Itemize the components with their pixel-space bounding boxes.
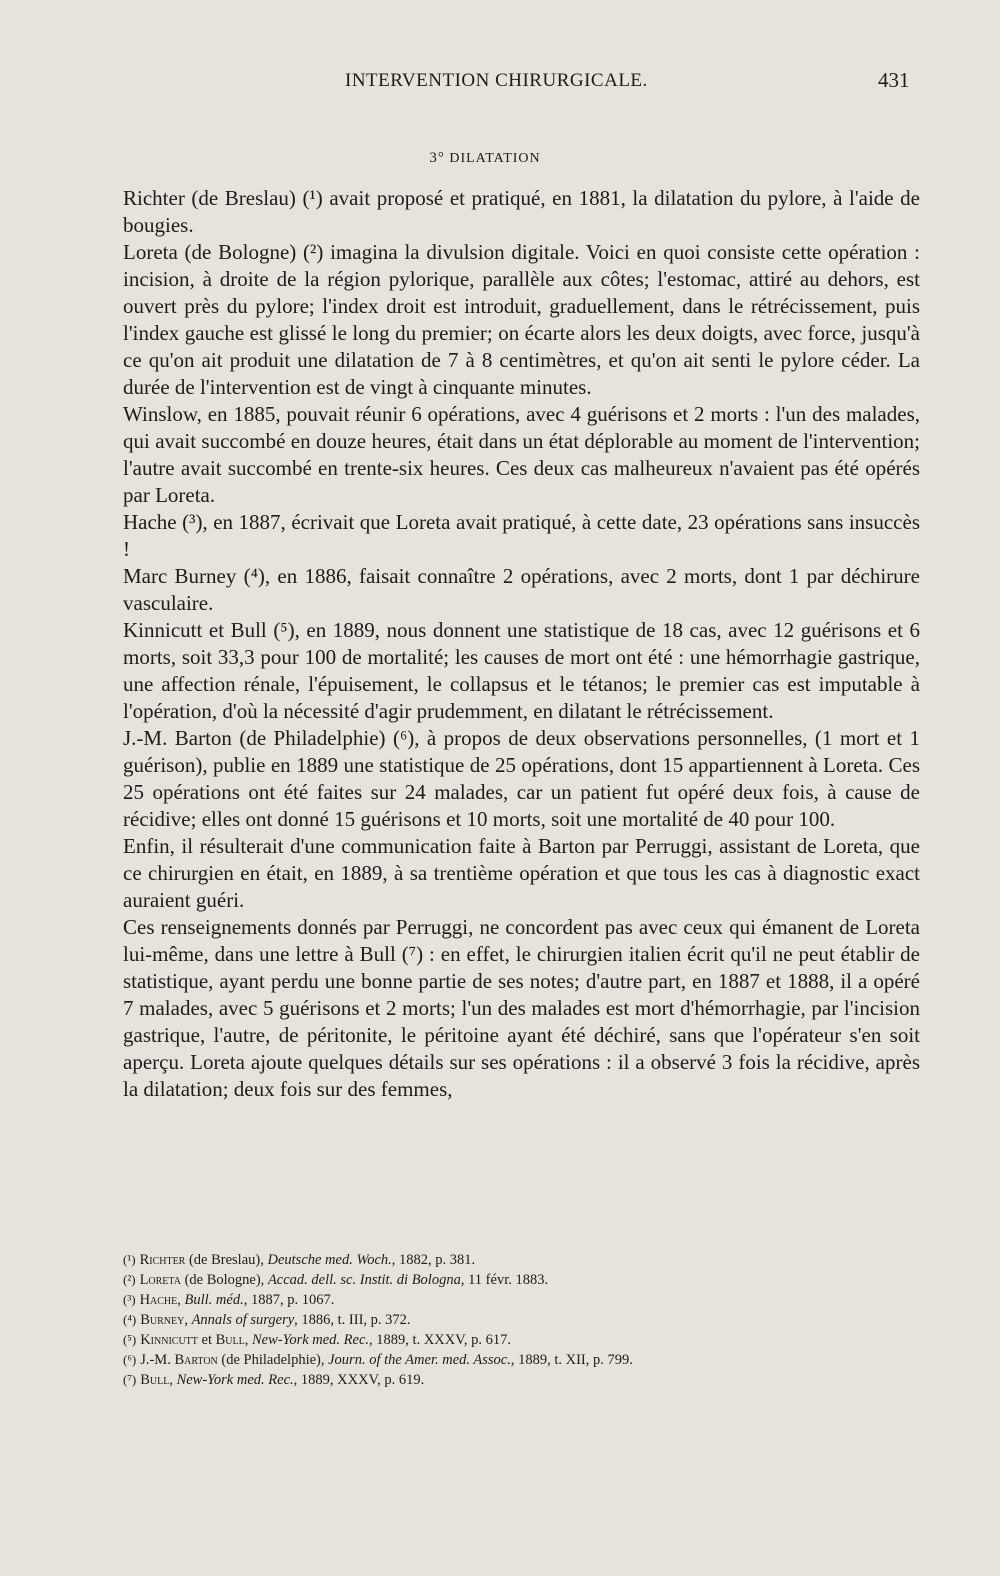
footnote-text: , 1886, t. III, p. 372. — [294, 1312, 411, 1328]
footnote — [123, 1330, 920, 1350]
footnote-author: Hache — [139, 1292, 178, 1308]
footnote-text: et — [197, 1332, 216, 1348]
footnote — [123, 1250, 920, 1270]
footnote-text: (de Bologne), — [180, 1272, 268, 1288]
footnote-number: (⁷) — [123, 1372, 137, 1387]
footnote-source: Deutsche med. Woch. — [267, 1252, 392, 1268]
paragraph: Marc Burney (⁴), en 1886, faisait connaître 2 opérations, avec 2 morts, dont 1 par déchirure vasculaire. — [123, 564, 920, 615]
paragraph: Loreta (de Bologne) (²) imagina la divulsion digitale. Voici en quoi consiste cette opération : incision, à droite de la région pylorique, parallèle aux côtes; l'estomac, attiré au dehors, est ouvert près du pylore; l'index droit est introduit, graduellement, dans le rétrécissement, puis l'index gauche est glissé le long du premier; on écarte alors les deux doigts, avec force, jusqu'à ce qu'on ait produit une dilatation de 7 à 8 centimètres, et qu'on ait senti le pylore céder. La durée de l'intervention est de vingt à cinquante minutes. — [123, 240, 920, 399]
footnote-source: New-York med. Rec. — [176, 1372, 294, 1388]
footnote-text: , 1889, t. XXXV, p. 617. — [369, 1332, 511, 1348]
footnote-text: , 1889, XXXV, p. 619. — [293, 1372, 425, 1388]
footnote-text: (de Philadelphie), — [217, 1352, 329, 1368]
footnote-source: Annals of surgery — [191, 1312, 295, 1328]
paragraph: Ces renseignements donnés par Perruggi, ne concordent pas avec ceux qui émanent de Loreta lui-même, dans une lettre à Bull (⁷) : en effet, le chirurgien italien écrit qu'il ne peut établir de statistique, ayant perdu une bonne partie de ses notes; d'autre part, en 1887 et 1888, il a opéré 7 malades, avec 5 guérisons et 2 morts; l'un des malades est mort d'hémorrhagie, par l'incision gastrique, l'autre, de péritonite, le péritoine ayant été déchiré, sans que l'opérateur s'en soit aperçu. Loreta ajoute quelques détails sur ses opérations : il a observé 3 fois la récidive, après la dilatation; deux fois sur des femmes, — [123, 915, 920, 1101]
footnote — [123, 1290, 920, 1310]
footnote-author: Loreta — [139, 1272, 181, 1288]
footnote — [123, 1370, 920, 1390]
paragraph: Enfin, il résulterait d'une communication faite à Barton par Perruggi, assistant de Loreta, que ce chirurgien en était, en 1889, à sa trentième opération et que tous les cas à diagnostic exact auraient guéri. — [123, 834, 920, 912]
footnote — [123, 1270, 920, 1290]
footnote-text: , — [177, 1292, 185, 1308]
paragraph: J.-M. Barton (de Philadelphie) (⁶), à propos de deux observations personnelles, (1 mort et 1 guérison), publie en 1889 une statistique de 25 opérations, dont 15 appartiennent à Loreta. Ces 25 opérations ont été faites sur 24 malades, car un patient fut opéré deux fois, à cause de récidive; elles ont donné 15 guérisons et 10 morts, soit une mortalité de 40 pour 100. — [123, 726, 920, 831]
section-number: 3° — [429, 150, 445, 166]
footnote-author: J.-M. Barton — [140, 1352, 218, 1368]
footnote-number: (³) — [123, 1292, 136, 1307]
paragraph: Hache (³), en 1887, écrivait que Loreta avait pratiqué, à cette date, 23 opérations sans insuccès ! — [123, 510, 920, 561]
running-head — [0, 70, 1000, 100]
footnote-text: , 11 févr. 1883. — [460, 1272, 549, 1288]
footnote-number: (⁴) — [123, 1312, 137, 1327]
section-title: DILATATION — [449, 151, 541, 166]
footnote-number: (²) — [123, 1272, 136, 1287]
footnote-number: (¹) — [123, 1252, 136, 1267]
footnote-author: Richter — [139, 1252, 186, 1268]
page-number: 431 — [878, 68, 910, 92]
footnote-source: Accad. dell. sc. Instit. di Bologna — [267, 1272, 461, 1288]
footnote-author: Burney — [140, 1312, 185, 1328]
footnote-author: Bull — [140, 1372, 170, 1388]
footnote-text: , — [244, 1332, 252, 1348]
footnote-text: (de Breslau), — [185, 1252, 268, 1268]
footnote-text: , — [169, 1372, 177, 1388]
footnote — [123, 1310, 920, 1330]
paragraph: Kinnicutt et Bull (⁵), en 1889, nous donnent une statistique de 18 cas, avec 12 guérisons et 6 morts, soit 33,3 pour 100 de mortalité; les causes de mort ont été : une hémorrhagie gastrique, une affection rénale, l'épuisement, le collapsus et le tétanos; le premier cas est imputable à l'opération, d'où la nécessité d'agir prudemment, en dilatant le rétrécissement. — [123, 618, 920, 723]
footnote-source: New-York med. Rec. — [251, 1332, 370, 1348]
paragraph: Winslow, en 1885, pouvait réunir 6 opérations, avec 4 guérisons et 2 morts : l'un des malades, qui avait succombé en douze heures, était dans un état déplorable au moment de l'intervention; l'autre avait succombé en trente-six heures. Ces deux cas malheureux n'avaient pas été opérés par Loreta. — [123, 402, 920, 507]
footnote-text: , 1889, t. XII, p. 799. — [510, 1352, 633, 1368]
body-text — [123, 185, 920, 1103]
paragraph: Richter (de Breslau) (¹) avait proposé et pratiqué, en 1881, la dilatation du pylore, à l'aide de bougies. — [123, 186, 920, 237]
footnote-number: (⁵) — [123, 1332, 137, 1347]
footnote-author: Bull — [215, 1332, 245, 1348]
footnote-text: , 1887, p. 1067. — [243, 1292, 335, 1308]
footnote-text: , — [184, 1312, 192, 1328]
footnote — [123, 1350, 920, 1370]
running-title: INTERVENTION CHIRURGICALE. — [345, 70, 648, 91]
footnote-number: (⁶) — [123, 1352, 137, 1367]
section-heading — [0, 150, 970, 167]
footnote-text: , 1882, p. 381. — [391, 1252, 476, 1268]
footnote-source: Bull. méd. — [184, 1292, 244, 1308]
footnote-author: Kinnicutt — [140, 1332, 198, 1348]
footnotes — [123, 1250, 920, 1390]
footnote-source: Journ. of the Amer. med. Assoc. — [328, 1352, 511, 1368]
